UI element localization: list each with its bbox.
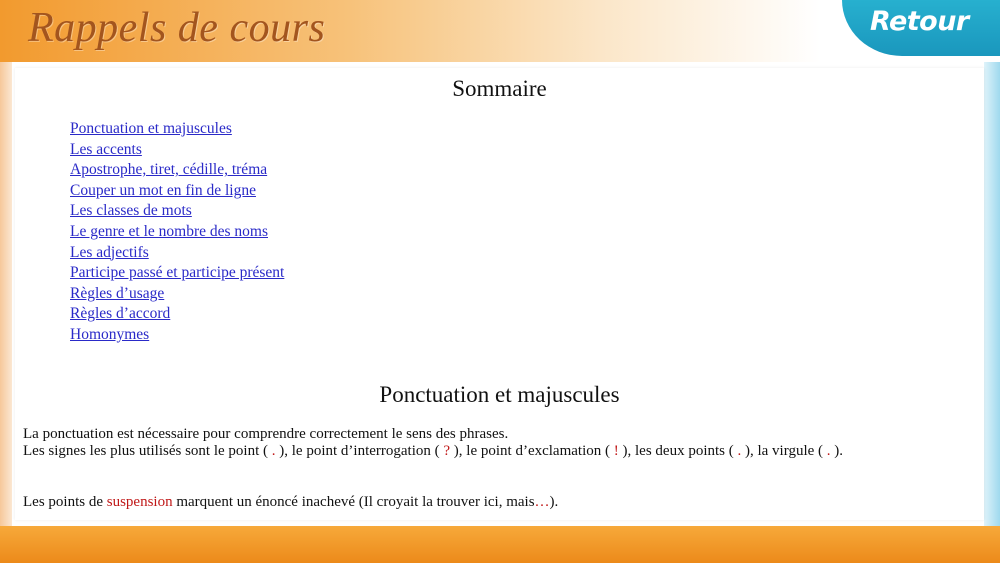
paragraph-intro: La ponctuation est nécessaire pour comprendre correctement le sens des phrases. [23, 426, 509, 442]
toc-link-accents[interactable]: Les accents [70, 140, 142, 158]
toc-link-apostrophe[interactable]: Apostrophe, tiret, cédille, tréma [70, 161, 268, 179]
toc-link-participe[interactable]: Participe passé et participe présent [70, 264, 285, 282]
symbol-point: . [271, 443, 276, 459]
right-frame-border [984, 62, 1000, 526]
table-of-contents [70, 120, 284, 347]
toc-link-couper-mot[interactable]: Couper un mot en fin de ligne [70, 181, 256, 199]
content-panel[interactable] [15, 68, 984, 520]
toc-link-adjectifs[interactable]: Les adjectifs [70, 243, 149, 261]
footer-bar [0, 526, 1000, 563]
back-button[interactable] [842, 0, 1000, 56]
summary-title: Sommaire [452, 76, 547, 101]
toc-link-ponctuation[interactable]: Ponctuation et majuscules [70, 120, 232, 137]
symbol-interrogation: ? [443, 443, 451, 459]
app-title: Rappels de cours [28, 5, 326, 51]
paragraph-suspension: Les points de suspension marquent un énoncé inachevé (Il croyait la trouver ici, mais…). [23, 494, 559, 510]
back-button-label: Retour [870, 6, 969, 37]
header-bar [0, 0, 1000, 62]
section-title: Ponctuation et majuscules [379, 382, 620, 407]
paragraph-signs: Les signes les plus utilisés sont le point ( . ), le point d’interrogation ( ? ), le point d’exclamation ( ! ), les deux points ( . ), la virgule ( . ). [23, 443, 844, 459]
toc-link-regles-usage[interactable]: Règles d’usage [70, 284, 165, 302]
left-frame-border [0, 62, 12, 526]
symbol-virgule: . [826, 443, 831, 459]
symbol-deux-points: . [737, 443, 742, 459]
toc-link-classes-mots[interactable]: Les classes de mots [70, 202, 192, 220]
toc-link-genre-nombre[interactable]: Le genre et le nombre des noms [70, 222, 268, 240]
symbol-exclamation: ! [613, 443, 619, 459]
term-suspension: suspension [106, 494, 173, 510]
toc-link-homonymes[interactable]: Homonymes [70, 325, 150, 343]
toc-link-regles-accord[interactable]: Règles d’accord [70, 305, 171, 323]
